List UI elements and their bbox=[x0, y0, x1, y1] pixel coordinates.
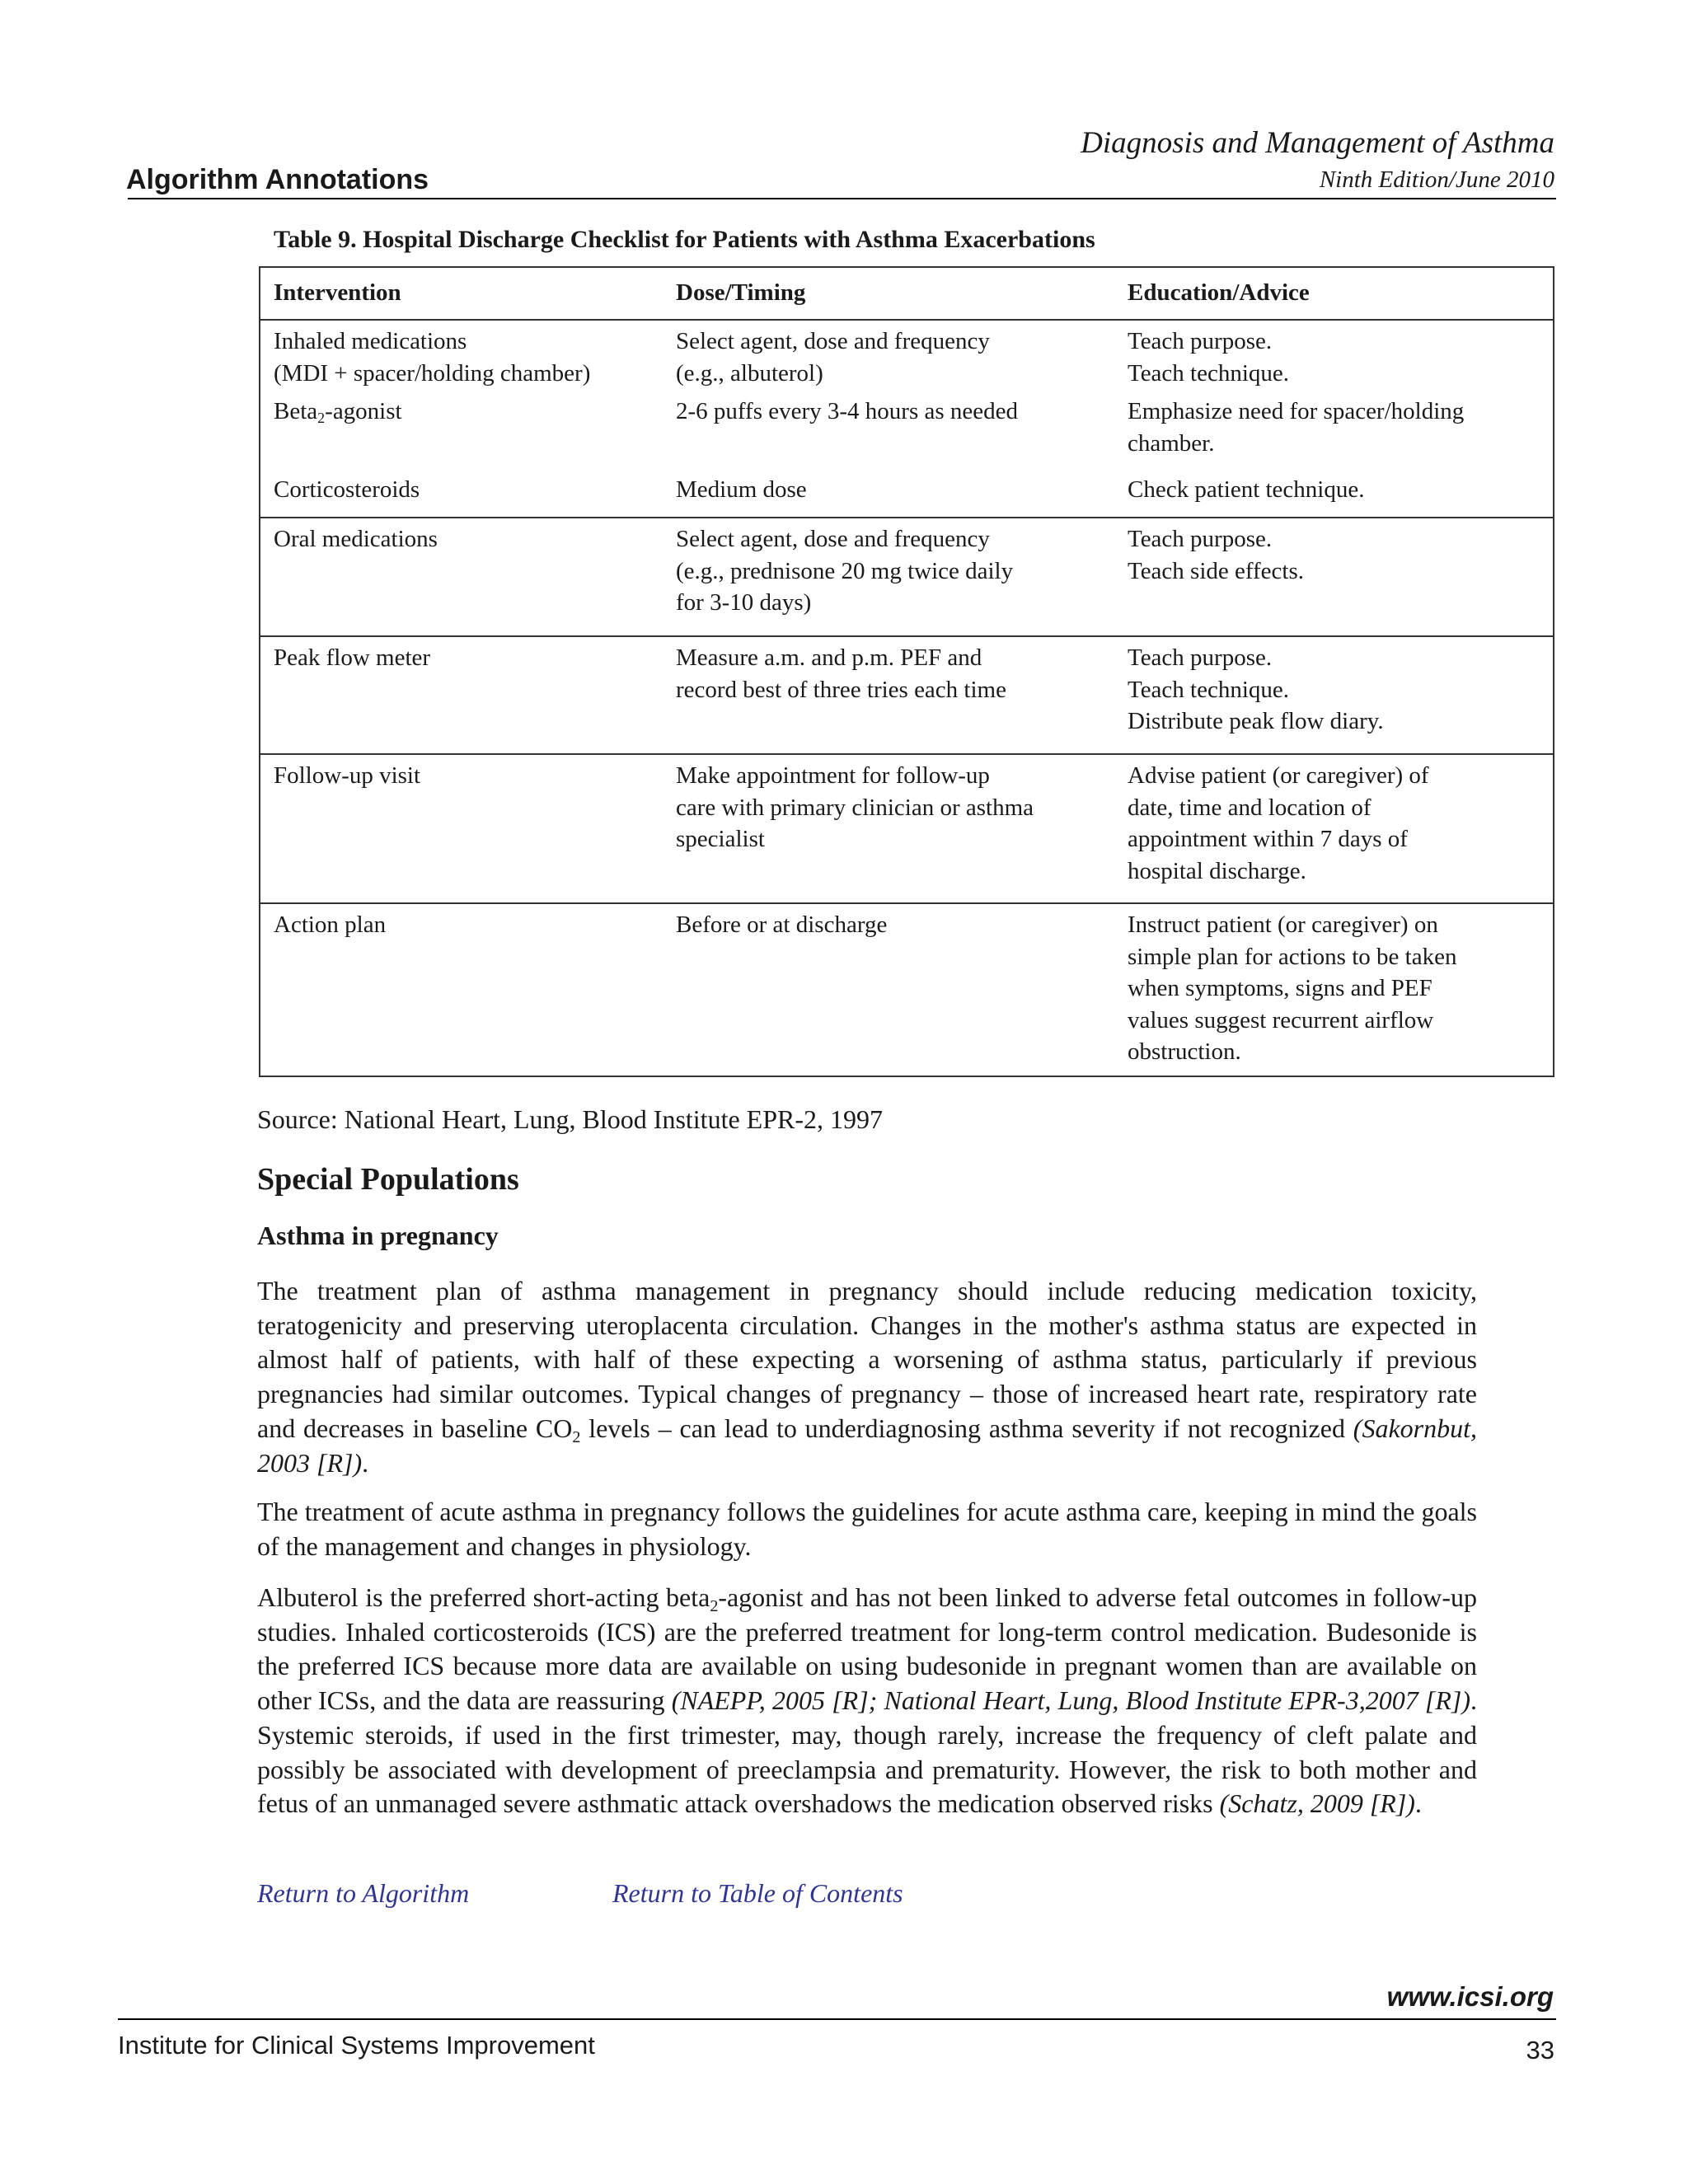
cell-line: chamber. bbox=[1128, 429, 1215, 457]
cell-line: values suggest recurrent airflow bbox=[1128, 1006, 1434, 1033]
cell-line: Teach purpose. bbox=[1128, 644, 1273, 671]
advice-cell bbox=[1128, 754, 1554, 903]
dose-cell bbox=[676, 636, 1128, 754]
cell-line: Teach technique. bbox=[1128, 676, 1290, 703]
paragraph bbox=[257, 1581, 1477, 1821]
dose-cell bbox=[676, 754, 1128, 903]
intervention-cell bbox=[259, 903, 676, 1075]
institute-name: Institute for Clinical Systems Improvement bbox=[118, 2031, 595, 2060]
cell-line: for 3-10 days) bbox=[676, 589, 812, 616]
cell-line: (e.g., prednisone 20 mg twice daily bbox=[676, 557, 1014, 584]
paragraph-text: . bbox=[1414, 1788, 1422, 1819]
cell-line: Check patient technique. bbox=[1128, 476, 1365, 503]
website-url: www.icsi.org bbox=[1386, 1981, 1554, 2012]
cell-line: Follow-up visit bbox=[274, 762, 421, 789]
cell-line: 2-6 puffs every 3-4 hours as needed bbox=[676, 398, 1019, 424]
cell-line: obstruction. bbox=[1128, 1038, 1241, 1065]
cell-line: Teach purpose. bbox=[1128, 328, 1273, 354]
paragraph: The treatment of acute asthma in pregnancy follows the guidelines for acute asthma care, keeping in mind the goals of the management and changes in physiology. bbox=[257, 1497, 1477, 1561]
cell-line: date, time and location of bbox=[1128, 794, 1372, 821]
column-header-dose-timing: Dose/Timing bbox=[676, 266, 1128, 320]
paragraph-text: . bbox=[362, 1447, 369, 1478]
cell-line: Teach technique. bbox=[1128, 359, 1290, 387]
dose-cell bbox=[676, 903, 1128, 1075]
cell-line: Teach side effects. bbox=[1128, 557, 1305, 584]
cell-line: Peak flow meter bbox=[274, 644, 431, 671]
cell-line: Beta bbox=[274, 398, 318, 424]
table-row bbox=[259, 396, 1554, 474]
section-label: Algorithm Annotations bbox=[126, 164, 429, 195]
table-row bbox=[259, 518, 1554, 636]
column-header-education-advice: Education/Advice bbox=[1128, 266, 1554, 320]
return-to-algorithm-link[interactable]: Return to Algorithm bbox=[257, 1878, 470, 1908]
advice-cell bbox=[1128, 903, 1554, 1075]
dose-cell bbox=[676, 518, 1128, 636]
cell-line: specialist bbox=[676, 826, 765, 852]
cell-line: Advise patient (or caregiver) of bbox=[1128, 762, 1429, 789]
dose-cell bbox=[676, 320, 1128, 396]
paragraph-text: The treatment plan of asthma management in pregnancy should include reducing medication toxicity, teratogenicity and preserving uteroplacenta circulation. Changes in the mother's asthma status are expected in almost half of patients, with half of these expecting a worsening of asthma status, particularly if previous pregnancies had similar outcomes. Typical changes of pregnancy – those of increased heart rate, respiratory rate and decreases in baseline CO bbox=[257, 1276, 1477, 1443]
cell-line: Inhaled medications bbox=[274, 328, 467, 354]
dose-cell bbox=[676, 474, 1128, 518]
cell-line: Before or at discharge bbox=[676, 912, 888, 938]
cell-line: Teach purpose. bbox=[1128, 526, 1273, 552]
cell-line: Distribute peak flow diary. bbox=[1128, 708, 1384, 734]
page-number: 33 bbox=[1526, 2036, 1554, 2064]
subscript: 2 bbox=[710, 1597, 719, 1615]
cell-line: (e.g., albuterol) bbox=[676, 359, 823, 387]
paragraph-text: . Systemic steroids, if used in the first trimester, may, though rarely, increase the frequency of cleft palate and possibly be associated with development of preeclampsia and prematurity. However, the risk to both mother and fetus of an unmanaged severe asthmatic attack overshadows the medication observed risks bbox=[257, 1685, 1478, 1819]
paragraph bbox=[257, 1274, 1477, 1480]
cell-line: simple plan for actions to be taken bbox=[1128, 943, 1457, 970]
table-row bbox=[259, 636, 1554, 754]
table-row bbox=[259, 903, 1554, 1075]
cell-line: appointment within 7 days of bbox=[1128, 826, 1408, 852]
table-row bbox=[259, 474, 1554, 518]
cell-line: Select agent, dose and frequency bbox=[676, 526, 990, 552]
table-caption: Table 9. Hospital Discharge Checklist for Patients with Asthma Exacerbations bbox=[274, 226, 1095, 253]
citation: (NAEPP, 2005 [R]; National Heart, Lung, Blood Institute EPR-3,2007 [R]) bbox=[671, 1685, 1471, 1716]
column-header-intervention: Intervention bbox=[259, 266, 676, 320]
intervention-cell bbox=[259, 396, 676, 474]
advice-cell bbox=[1128, 396, 1554, 474]
cell-line: record best of three tries each time bbox=[676, 676, 1006, 703]
intervention-cell bbox=[259, 636, 676, 754]
advice-cell bbox=[1128, 320, 1554, 396]
intervention-cell bbox=[259, 518, 676, 636]
cell-line: (MDI + spacer/holding chamber) bbox=[274, 359, 591, 387]
citation: (Schatz, 2009 [R]) bbox=[1219, 1788, 1415, 1819]
discharge-checklist-table bbox=[259, 266, 1554, 1075]
cell-line: Oral medications bbox=[274, 526, 438, 552]
table-row bbox=[259, 754, 1554, 903]
cell-line: care with primary clinician or asthma bbox=[676, 794, 1034, 821]
table-row bbox=[259, 320, 1554, 396]
intervention-cell bbox=[259, 474, 676, 518]
source-note: Source: National Heart, Lung, Blood Institute EPR-2, 1997 bbox=[257, 1104, 883, 1134]
cell-line: Make appointment for follow-up bbox=[676, 762, 990, 789]
paragraph-text: -agonist and has not been linked to adverse fetal outcomes in follow-up studies. Inhaled corticosteroids (ICS) are the preferred treatment for long-term control medication. Budesonide is the preferred ICS because more data are available on using budesonide in pregnant women than are available on other ICSs, and the data are reassuring bbox=[257, 1582, 1478, 1716]
intervention-cell bbox=[259, 320, 676, 396]
citation: (Sakornbut, 2003 [R]) bbox=[257, 1413, 1477, 1478]
subscript: 2 bbox=[317, 410, 326, 426]
cell-line: when symptoms, signs and PEF bbox=[1128, 975, 1432, 1001]
cell-line: Corticosteroids bbox=[274, 476, 420, 503]
edition-label: Ninth Edition/June 2010 bbox=[1319, 166, 1554, 193]
cell-line: Measure a.m. and p.m. PEF and bbox=[676, 644, 982, 671]
advice-cell bbox=[1128, 518, 1554, 636]
cell-line: hospital discharge. bbox=[1128, 857, 1306, 884]
subscript: 2 bbox=[572, 1427, 581, 1446]
cell-line: Select agent, dose and frequency bbox=[676, 328, 990, 354]
cell-line: Instruct patient (or caregiver) on bbox=[1128, 912, 1438, 938]
advice-cell bbox=[1128, 474, 1554, 518]
cell-line: Action plan bbox=[274, 912, 387, 938]
footer-divider bbox=[118, 2018, 1556, 2020]
intervention-cell bbox=[259, 754, 676, 903]
header-divider bbox=[128, 198, 1556, 199]
cell-line: -agonist bbox=[325, 398, 402, 424]
document-title: Diagnosis and Management of Asthma bbox=[1081, 126, 1554, 160]
cell-line: Emphasize need for spacer/holding bbox=[1128, 398, 1465, 424]
subheading: Asthma in pregnancy bbox=[257, 1221, 499, 1250]
return-to-table-of-contents-link[interactable]: Return to Table of Contents bbox=[612, 1878, 903, 1908]
section-heading: Special Populations bbox=[257, 1162, 519, 1197]
cell-line: Medium dose bbox=[676, 476, 807, 503]
table-header-row bbox=[259, 266, 1554, 320]
advice-cell bbox=[1128, 636, 1554, 754]
dose-cell bbox=[676, 396, 1128, 474]
paragraph-text: levels – can lead to underdiagnosing asthma severity if not recognized bbox=[580, 1413, 1353, 1443]
paragraph-text: Albuterol is the preferred short-acting beta bbox=[257, 1582, 710, 1612]
